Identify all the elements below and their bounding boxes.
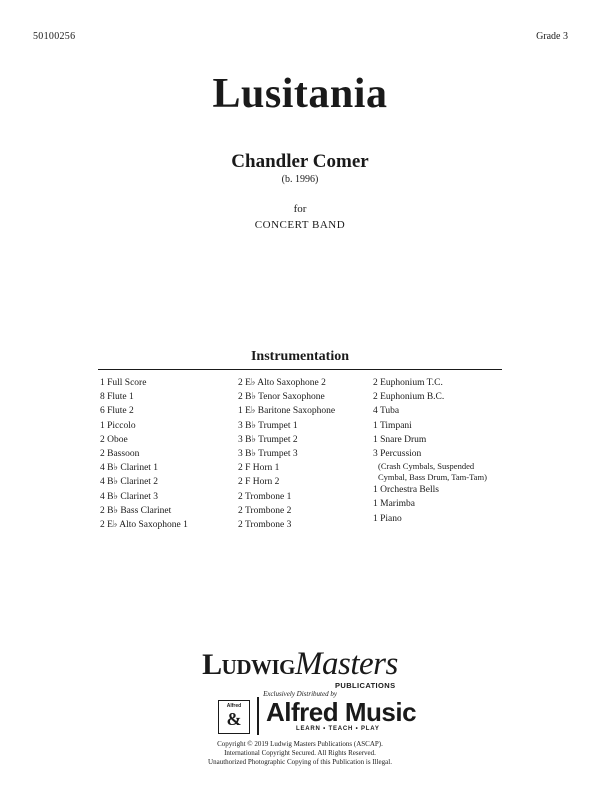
instrument-item: 1 Full Score bbox=[100, 378, 147, 388]
instrument-item: 2 B♭ Bass Clarinet bbox=[100, 505, 172, 516]
masters-logo-word: Masters bbox=[295, 646, 398, 682]
instrument-item: 2 E♭ Alto Saxophone 2 bbox=[238, 378, 326, 388]
for-line: for bbox=[293, 203, 307, 215]
alfred-tagline: LEARN • TEACH • PLAY bbox=[296, 726, 380, 732]
piece-title: Lusitania bbox=[212, 71, 388, 117]
ludwig-logo-word: Ludwig bbox=[202, 648, 295, 681]
distribution-note: Exclusively Distributed by bbox=[263, 690, 337, 698]
instrument-item: 2 Oboe bbox=[100, 434, 128, 445]
instrument-item: 2 F Horn 2 bbox=[238, 477, 280, 488]
instrument-item: 4 B♭ Clarinet 2 bbox=[100, 477, 159, 488]
percussion-detail: Cymbal, Bass Drum, Tam-Tam) bbox=[378, 472, 487, 483]
grade-level: Grade 3 bbox=[536, 31, 568, 42]
ensemble-name: CONCERT BAND bbox=[254, 219, 346, 231]
alfred-emblem bbox=[218, 700, 250, 734]
instrument-item: 1 Piano bbox=[373, 513, 402, 524]
instrument-column-1 bbox=[100, 376, 188, 532]
ludwig-publications-label: PUBLICATIONS bbox=[335, 681, 396, 690]
instrument-item: 3 B♭ Trumpet 3 bbox=[238, 449, 298, 460]
instrument-column-3 bbox=[373, 376, 487, 526]
instrument-item: 8 Flute 1 bbox=[100, 392, 134, 403]
instrument-item: 4 B♭ Clarinet 3 bbox=[100, 491, 159, 502]
instrument-item: 2 Bassoon bbox=[100, 449, 140, 460]
alfred-emblem-label: Alfred bbox=[226, 703, 242, 709]
instrument-item: 2 F Horn 1 bbox=[238, 463, 280, 474]
instrument-item: 2 Euphonium T.C. bbox=[373, 378, 443, 388]
alfred-music-logo: Alfred Music bbox=[266, 697, 417, 727]
copyright-line: Copyright © 2019 Ludwig Masters Publications (ASCAP). bbox=[217, 740, 383, 748]
instrumentation-heading: Instrumentation bbox=[250, 349, 349, 364]
instrument-item: 2 B♭ Tenor Saxophone bbox=[238, 392, 325, 403]
ludwig-masters-logo bbox=[0, 646, 600, 683]
instrument-item: 1 Orchestra Bells bbox=[373, 485, 439, 496]
instrument-column-2 bbox=[238, 376, 335, 532]
instrument-item: 4 B♭ Clarinet 1 bbox=[100, 463, 159, 474]
instrument-item: 1 Snare Drum bbox=[373, 434, 427, 445]
logo-divider bbox=[257, 697, 259, 735]
percussion-detail: (Crash Cymbals, Suspended bbox=[378, 461, 475, 472]
alfred-emblem-glyph: & bbox=[226, 709, 242, 729]
instrument-item: 2 Trombone 1 bbox=[238, 491, 292, 502]
instrument-item: 4 Tuba bbox=[373, 406, 400, 417]
instrument-item: 2 E♭ Alto Saxophone 1 bbox=[100, 520, 188, 531]
copyright-line: Unauthorized Photographic Copying of this Publication is Illegal. bbox=[208, 758, 392, 766]
instrument-item: 1 Piccolo bbox=[100, 420, 136, 431]
copyright-line: International Copyright Secured. All Rights Reserved. bbox=[224, 749, 376, 757]
instrument-item: 3 Percussion bbox=[373, 449, 422, 460]
instrument-item: 3 B♭ Trumpet 2 bbox=[238, 434, 298, 445]
catalog-number: 50100256 bbox=[33, 31, 76, 42]
composer-dates: (b. 1996) bbox=[281, 174, 319, 185]
instrument-item: 2 Trombone 2 bbox=[238, 505, 292, 516]
instrument-item: 3 B♭ Trumpet 1 bbox=[238, 420, 298, 431]
instrument-item: 6 Flute 2 bbox=[100, 406, 134, 417]
instrument-item: 1 Marimba bbox=[373, 499, 415, 510]
instrument-item: 2 Euphonium B.C. bbox=[373, 392, 445, 403]
instrument-item: 1 E♭ Baritone Saxophone bbox=[238, 406, 336, 417]
instrumentation-rule bbox=[98, 369, 502, 370]
composer-name: Chandler Comer bbox=[231, 151, 369, 172]
instrument-item: 2 Trombone 3 bbox=[238, 520, 292, 531]
instrument-item: 1 Timpani bbox=[373, 420, 412, 431]
